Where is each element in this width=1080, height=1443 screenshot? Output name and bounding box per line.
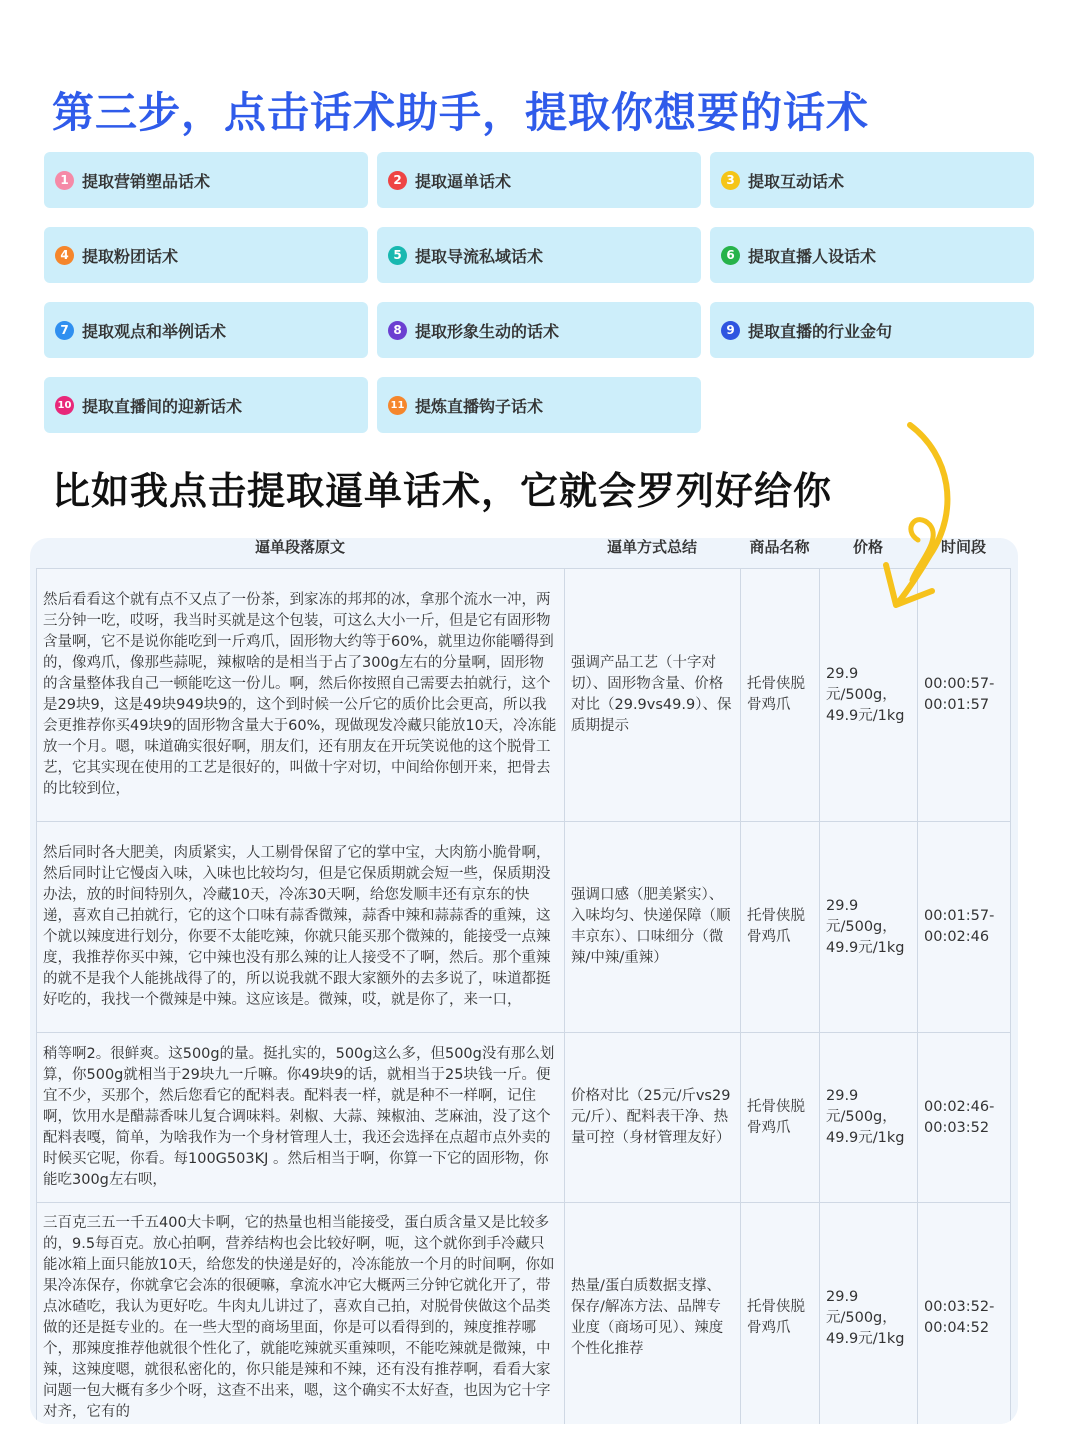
original-text-cell: 然后看看这个就有点不又点了一份茶，到家冻的邦邦的冰，拿那个流水一冲，两三分钟一吃，哎呀，我当时买就是这个包装，可这么大小一斤，但是它有固形物含量啊，它不是说你能吃到一斤鸡爪，固形物大约等于60%，就里边你能嚼得到的，像鸡爪，像那些蒜呢，辣椒啥的是相当于占了300g左右的分量啊，固形物的含量整体我自己一顿能吃这一份儿。啊，然后你按照自己需要去拍就行，这个是29块9，这是49块949块9的，这个到时候一公斤它的质价比会更高，所以我会更推荐你买49块9的固形物含量大于60%，现做现发冷藏只能放10天，冷冻能放一个月。嗯，味道确实很好啊，朋友们，还有朋友在开玩笑说他的这个脱骨工艺，它其实现在使用的工艺是很好的，叫做十字对切，中间给你刨开来，把骨去的比较到位， [37,569,565,822]
extract-private-traffic-script-button[interactable] [377,227,701,283]
summary-cell: 价格对比（25元/斤vs29元/斤）、配料表干净、热量可控（身材管理友好） [565,1033,741,1203]
summary-cell: 强调口感（肥美紧实）、入味均匀、快递保障（顺丰京东）、口味细分（微辣/中辣/重辣） [565,822,741,1033]
number-badge: 2 [388,171,407,190]
summary-cell: 热量/蛋白质数据支撑、保存/解冻方法、品牌专业度（商场可见）、辣度个性化推荐 [565,1203,741,1425]
button-label: 提取直播的行业金句 [748,321,893,341]
product-cell: 托骨侠脱骨鸡爪 [741,1203,820,1425]
number-badge: 3 [721,171,740,190]
button-label: 提炼直播钩子话术 [415,396,544,416]
price-cell: 29.9元/500g，49.9元/1kg [820,1203,918,1425]
number-badge: 1 [55,171,74,190]
button-label: 提取观点和举例话术 [82,321,227,341]
extract-opinion-example-script-button[interactable] [44,302,368,358]
script-assistant-grid [44,152,1034,433]
extract-hook-script-button[interactable] [377,377,701,433]
column-header-time: 时间段 [940,538,986,556]
extract-fan-group-script-button[interactable] [44,227,368,283]
extract-welcome-script-button[interactable] [44,377,368,433]
extract-host-persona-script-button[interactable] [710,227,1034,283]
table-header [30,538,1018,568]
table-body [36,568,1011,1424]
column-header-price: 价格 [852,538,883,556]
table-row [37,569,1011,822]
extract-marketing-script-button[interactable] [44,152,368,208]
button-label: 提取导流私域话术 [415,246,544,266]
product-cell: 托骨侠脱骨鸡爪 [741,1033,820,1203]
button-label: 提取形象生动的话术 [415,321,560,341]
summary-cell: 强调产品工艺（十字对切）、固形物含量、价格对比（29.9vs49.9）、保质期提示 [565,569,741,822]
price-cell: 29.9元/500g，49.9元/1kg [820,822,918,1033]
number-badge: 6 [721,246,740,265]
column-header-product: 商品名称 [749,538,810,556]
button-label: 提取直播间的迎新话术 [82,396,243,416]
number-badge: 7 [55,321,74,340]
original-text-cell: 三百克三五一千五400大卡啊，它的热量也相当能接受，蛋白质含量又是比较多的，9.5每百克。放心拍啊，营养结构也会比较好啊，呃，这个就你到手冷藏只能冰箱上面只能放10天，给您发的快递是好的，冷冻能放一个月的时间啊，你如果冷冻保存，你就拿它会冻的很硬嘛，拿流水冲它大概两三分钟它就化开了，带点冰碴吃，我认为更好吃。牛肉丸儿讲过了，喜欢自己拍，对脱骨侠做这个品类做的还是挺专业的。在一些大型的商场里面，你是可以看得到的，辣度推荐哪个，那辣度推荐他就很个性化了，就能吃辣就买重辣呗，不能吃辣就是微辣，中辣，这辣度嗯，就很私密化的，你只能是辣和不辣，还有没有推荐啊，看看大家问题一包大概有多少个呀，这查不出来，嗯，这个确实不太好查，也因为它十字对齐，它有的 [37,1203,565,1425]
product-cell: 托骨侠脱骨鸡爪 [741,569,820,822]
button-label: 提取互动话术 [748,171,845,191]
time-cell: 00:01:57-00:02:46 [918,822,1011,1033]
original-text-cell: 稍等啊2。很鲜爽。这500g的量。挺扎实的，500g这么多，但500g没有那么划算，你500g就相当于29块九一斤嘛。你49块9的话，就相当于25块钱一斤。便宜不少，买那个，然后您看它的配料表。配料表一样，就是种不一样啊，记住啊，饮用水是醋蒜香味儿复合调味料。剁椒、大蒜、辣椒油、芝麻油，没了这个配料表嘎，简单，为啥我作为一个身材管理人士，我还会选择在点超市点外卖的时候买它呢，你看。每100G503KJ 。然后相当于啊，你算一下它的固形物，你能吃300g左右呗， [37,1033,565,1203]
button-label: 提取粉团话术 [82,246,179,266]
time-cell: 00:02:46-00:03:52 [918,1033,1011,1203]
column-header-original: 逼单段落原文 [254,538,345,556]
page-heading: 第三步，点击话术助手，提取你想要的话术 [52,88,870,137]
extract-vivid-script-button[interactable] [377,302,701,358]
button-label: 提取逼单话术 [415,171,512,191]
number-badge: 4 [55,246,74,265]
button-label: 提取营销塑品话术 [82,171,211,191]
sub-heading: 比如我点击提取逼单话术，它就会罗列好给你 [52,469,833,513]
table-row [37,1203,1011,1425]
number-badge: 8 [388,321,407,340]
column-header-summary: 逼单方式总结 [606,538,697,556]
number-badge: 11 [388,396,407,415]
table-row [37,822,1011,1033]
product-cell: 托骨侠脱骨鸡爪 [741,822,820,1033]
time-cell: 00:00:57-00:01:57 [918,569,1011,822]
price-cell: 29.9元/500g，49.9元/1kg [820,569,918,822]
extract-interaction-script-button[interactable] [710,152,1034,208]
number-badge: 10 [55,396,74,415]
price-cell: 29.9元/500g，49.9元/1kg [820,1033,918,1203]
curved-arrow-icon [872,415,962,615]
number-badge: 5 [388,246,407,265]
button-label: 提取直播人设话术 [748,246,877,266]
original-text-cell: 然后同时各大肥美，肉质紧实，人工剔骨保留了它的掌中宝，大肉筋小脆骨啊，然后同时让它慢卤入味，入味也比较均匀，但是它保质期就会短一些，保质期没办法，放的时间特别久，冷藏10天，冷冻30天啊，给您发顺丰还有京东的快递，喜欢自己拍就行，它的这个口味有蒜香微辣，蒜香中辣和蒜蒜香的重辣，这个就以辣度进行划分，你要不太能吃辣，你就只能买那个微辣的，能接受一点辣度，我推荐你买中辣，它中辣也没有那么辣的让人接受不了啊，然后。那个重辣的就不是我个人能挑战得了的，所以说我就不跟大家额外的去多说了，味道都挺好吃的，我找一个微辣是中辣。这应该是。微辣，哎，就是你了，来一口， [37,822,565,1033]
extract-industry-quotes-button[interactable] [710,302,1034,358]
time-cell: 00:03:52-00:04:52 [918,1203,1011,1425]
number-badge: 9 [721,321,740,340]
closing-script-table [30,538,1018,1424]
table-row [37,1033,1011,1203]
extract-closing-script-button[interactable] [377,152,701,208]
